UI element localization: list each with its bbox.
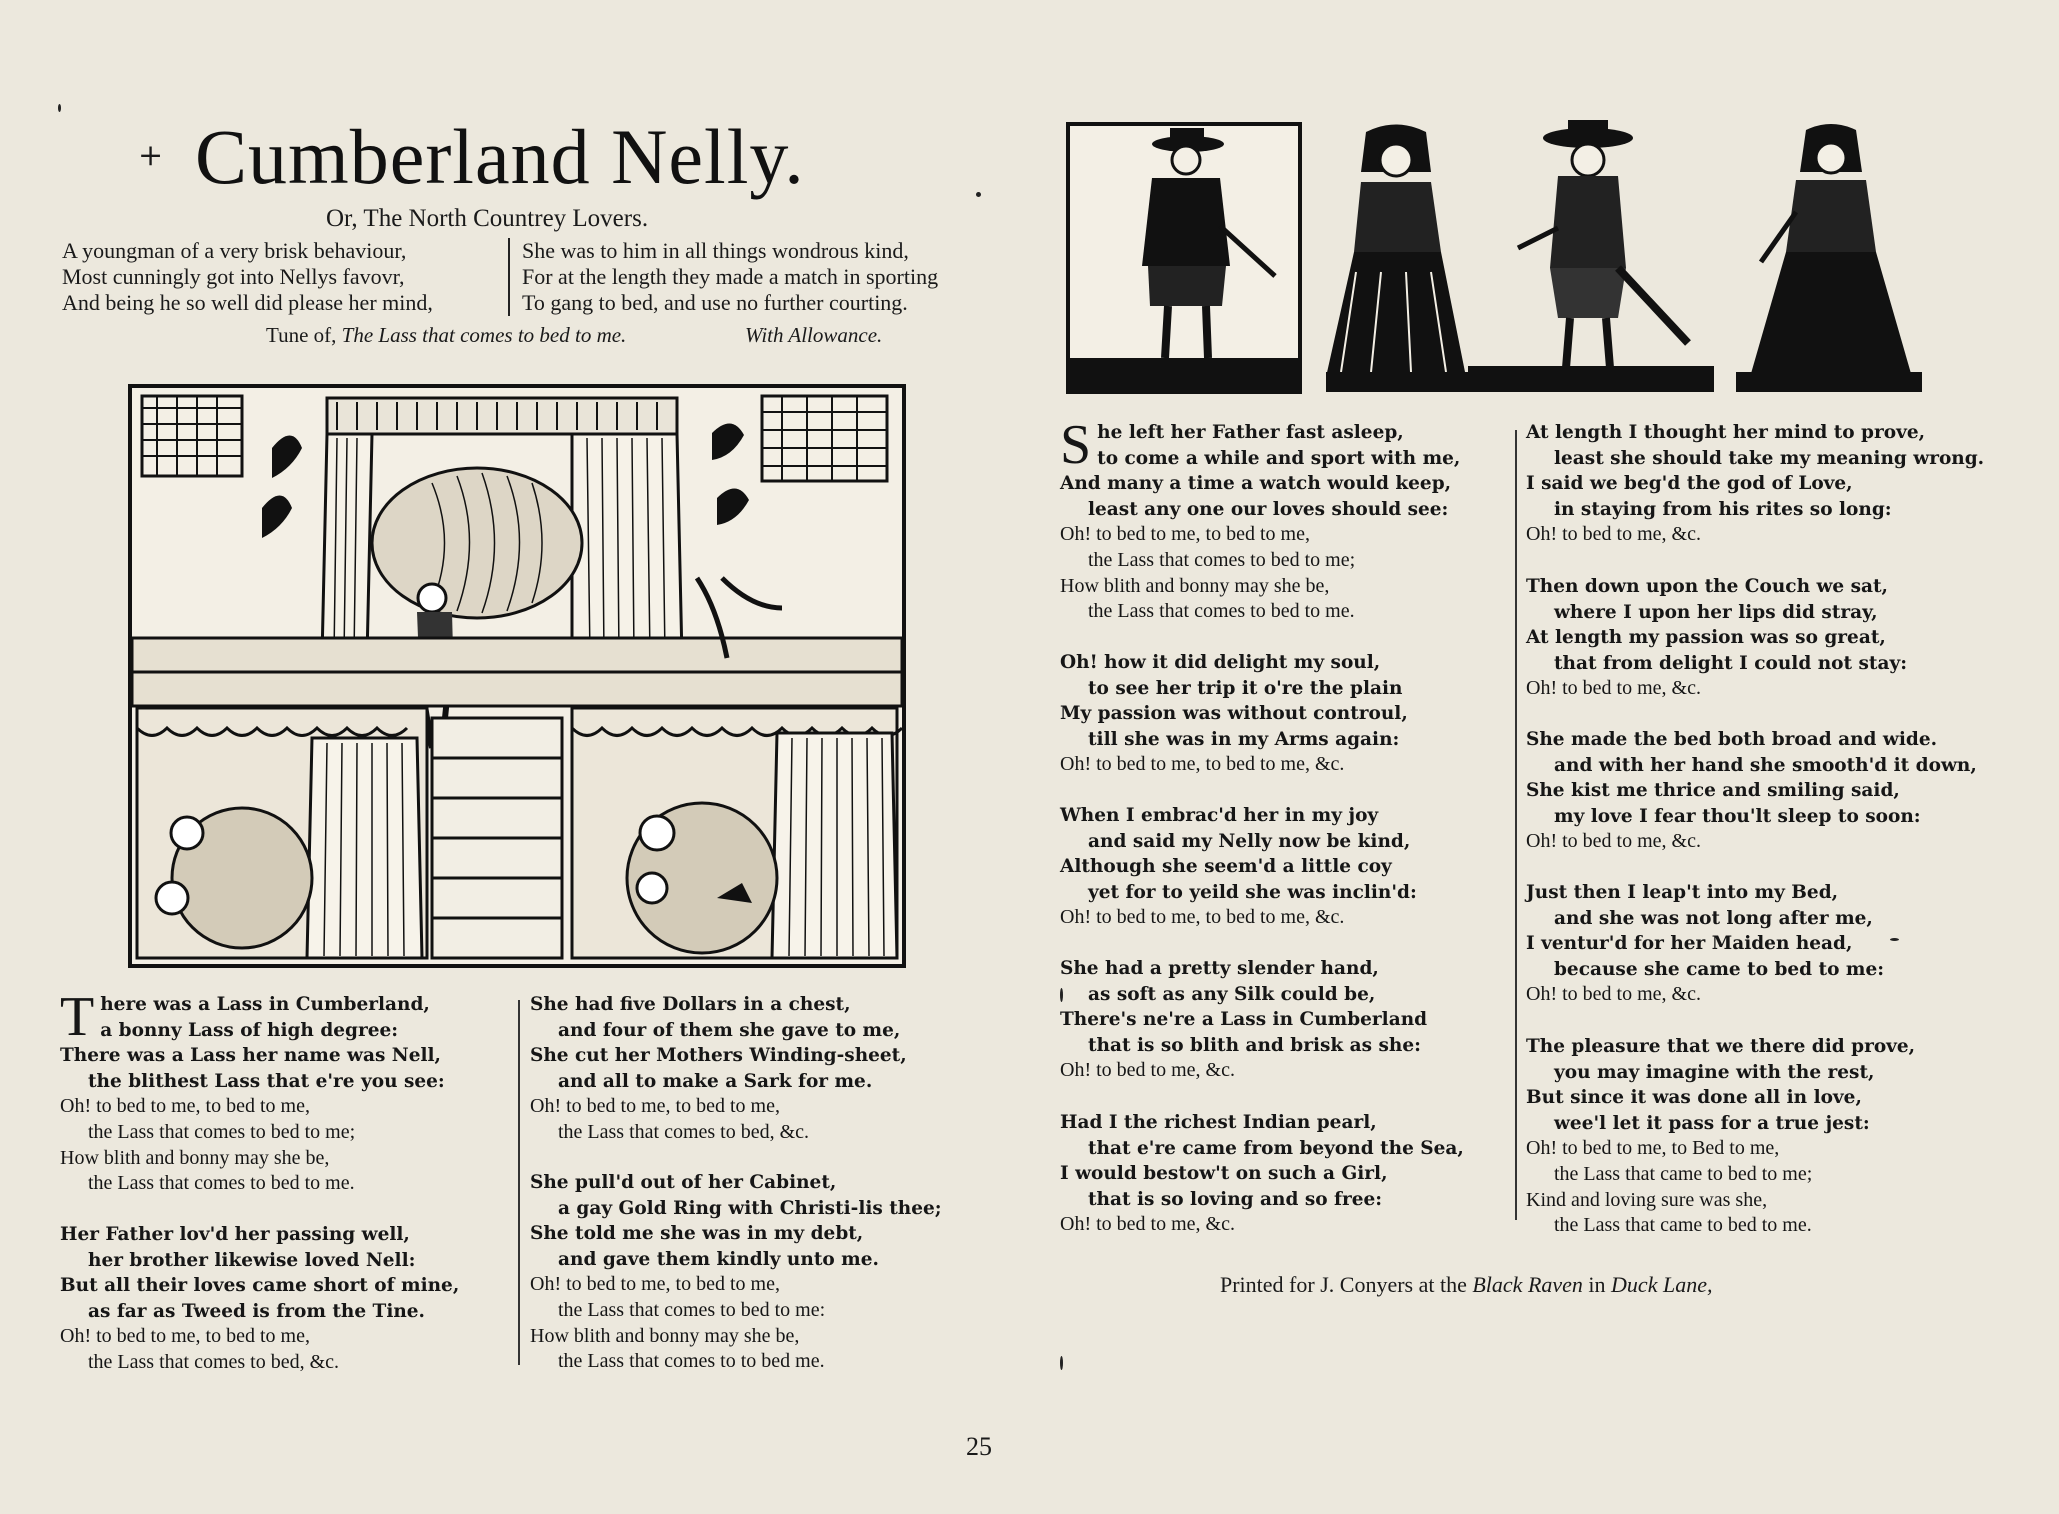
verse-line: to see her trip it o're the plain	[1088, 677, 1403, 699]
refrain-line: Oh! to bed to me, to bed to me,	[60, 1325, 310, 1348]
summary-line: Most cunningly got into Nellys favovr,	[62, 264, 405, 289]
refrain-line: How blith and bonny may she be,	[60, 1146, 330, 1169]
verse-line: My passion was without controul,	[1060, 703, 1408, 725]
verse-line: because she came to bed to me:	[1554, 958, 1885, 980]
verse-line: I would bestow't on such a Girl,	[1060, 1163, 1388, 1185]
verse-line: Then down upon the Couch we sat,	[1526, 576, 1888, 597]
imprint-prefix: Printed for J. Conyers at the	[1220, 1272, 1467, 1297]
verse-line: The pleasure that we there did prove,	[1526, 1036, 1916, 1057]
tune-name: The Lass that comes to bed to me.	[341, 323, 627, 347]
verse-line: Although she seem'd a little coy	[1060, 856, 1392, 878]
verse-line: in staying from his rites so long:	[1554, 498, 1892, 520]
allowance: With Allowance.	[745, 323, 883, 347]
dropcap-s: S	[1060, 414, 1092, 476]
verse-line: her brother likewise loved Nell:	[88, 1249, 416, 1271]
refrain-line: Oh! to bed to me, to bed to me,	[530, 1095, 780, 1118]
col4-stanza3	[1526, 727, 1977, 855]
verse-line: and said my Nelly now be kind,	[1088, 830, 1411, 852]
col4-stanza4	[1526, 880, 1884, 1008]
ink-speck	[1890, 938, 1899, 941]
summary-left	[62, 238, 502, 316]
man-figure-art	[1070, 126, 1298, 390]
verse-line: She kist me thrice and smiling said,	[1526, 780, 1900, 802]
refrain-line: the Lass that comes to bed to me.	[88, 1172, 355, 1195]
verse-line: But since it was done all in love,	[1526, 1087, 1862, 1109]
ink-speck	[1060, 988, 1063, 1002]
verse-line: a gay Gold Ring with Christi-lis thee;	[558, 1197, 942, 1219]
lady-figure-art	[1736, 122, 1922, 392]
refrain-line: Oh! to bed to me, &c.	[1526, 830, 1701, 853]
col3-stanza4	[1060, 956, 1427, 1084]
verse-line: that is so loving and so free:	[1088, 1188, 1383, 1210]
verse-line: and with her hand she smooth'd it down,	[1554, 754, 1977, 776]
verse-line: and she was not long after me,	[1554, 907, 1873, 929]
verse-line: There's ne're a Lass in Cumberland	[1060, 1009, 1428, 1031]
verse-line: as far as Tweed is from the Tine.	[88, 1300, 426, 1322]
refrain-line: the Lass that comes to bed to me:	[558, 1298, 826, 1321]
verse-line: Her Father lov'd her passing well,	[60, 1224, 410, 1245]
summary-line: She was to him in all things wondrous kind,	[522, 238, 909, 263]
ballad-title: Cumberland Nelly.	[195, 113, 805, 200]
refrain-line: the Lass that comes to to bed me.	[558, 1350, 825, 1373]
verse-line: And many a time a watch would keep,	[1060, 473, 1452, 495]
cavalier-figure-art	[1468, 118, 1714, 392]
refrain-line: Oh! to bed to me, to bed to me, &c.	[1060, 753, 1345, 776]
refrain-line: Oh! to bed to me, &c.	[1060, 1059, 1235, 1082]
refrain-line: Kind and loving sure was she,	[1526, 1188, 1768, 1211]
ink-speck	[58, 104, 61, 112]
tune-line	[266, 323, 626, 348]
verse-line: wee'l let it pass for a true jest:	[1554, 1112, 1870, 1134]
lady-woodcut	[1736, 122, 1922, 392]
verse-line: There was a Lass her name was Nell,	[60, 1045, 441, 1067]
imprint-mid: in	[1588, 1272, 1606, 1297]
imprint	[1220, 1272, 1712, 1298]
verse-line: the blithest Lass that e're you see:	[88, 1070, 445, 1092]
verse-line: and four of them she gave to me,	[558, 1019, 901, 1041]
refrain-line: the Lass that comes to bed to me.	[1088, 600, 1355, 623]
col3-stanza2	[1060, 650, 1408, 778]
verse-line: Had I the richest Indian pearl,	[1060, 1112, 1377, 1133]
column-rule	[518, 1000, 520, 1365]
verse-line: At length I thought her mind to prove,	[1526, 422, 1926, 443]
ink-speck	[1060, 1356, 1063, 1370]
col4-stanza2	[1526, 574, 1907, 702]
verse-line: She told me she was in my debt,	[530, 1223, 864, 1245]
col3-stanza1	[1060, 414, 1461, 625]
tune-prefix: Tune of,	[266, 323, 337, 347]
woman-figure-art	[1326, 122, 1468, 392]
refrain-line: How blith and bonny may she be,	[530, 1324, 800, 1347]
col2-stanza2	[530, 1170, 942, 1375]
man-woodcut	[1066, 122, 1302, 394]
col3-stanza5	[1060, 1110, 1464, 1238]
refrain-line: the Lass that comes to bed to me;	[88, 1120, 356, 1143]
verse-line: At length my passion was so great,	[1526, 627, 1886, 649]
col3-stanza3	[1060, 803, 1417, 931]
refrain-line: Oh! to bed to me, &c.	[1526, 677, 1701, 700]
refrain-line: Oh! to bed to me, to bed to me,	[1060, 523, 1310, 546]
verse-line: She had a pretty slender hand,	[1060, 958, 1379, 979]
verse-line: She pull'd out of her Cabinet,	[530, 1172, 837, 1193]
refrain-line: the Lass that came to bed to me;	[1554, 1162, 1813, 1185]
verse-line: Just then I leap't into my Bed,	[1526, 882, 1839, 903]
summary-line: To gang to bed, and use no further courting.	[522, 290, 908, 315]
summary-line: And being he so well did please her mind,	[62, 290, 433, 315]
refrain-line: Oh! to bed to me, to bed to me, &c.	[1060, 906, 1345, 929]
imprint-sign: Black Raven	[1472, 1272, 1583, 1297]
col4-stanza5	[1526, 1034, 1915, 1239]
page-number: 25	[966, 1432, 992, 1461]
bedroom-woodcut	[128, 384, 906, 968]
ink-speck	[976, 192, 981, 197]
verse-line: till she was in my Arms again:	[1088, 728, 1400, 750]
verse-line: I said we beg'd the god of Love,	[1526, 473, 1853, 495]
bedroom-woodcut-art	[132, 388, 902, 964]
verse-line: my love I fear thou'lt sleep to soon:	[1554, 805, 1921, 827]
summary-line: A youngman of a very brisk behaviour,	[62, 238, 407, 263]
verse-line: least she should take my meaning wrong.	[1554, 447, 1985, 469]
refrain-line: the Lass that comes to bed to me;	[1088, 548, 1356, 571]
refrain-line: Oh! to bed to me, &c.	[1060, 1213, 1235, 1236]
verse-line: he left her Father fast asleep,	[1097, 422, 1404, 443]
verse-line: and all to make a Sark for me.	[558, 1070, 873, 1092]
verse-line: She had five Dollars in a chest,	[530, 994, 851, 1015]
verse-line: you may imagine with the rest,	[1554, 1061, 1875, 1083]
verse-line: where I upon her lips did stray,	[1554, 601, 1878, 623]
refrain-line: Oh! to bed to me, to bed to me,	[530, 1273, 780, 1296]
col1-stanza2	[60, 1222, 459, 1376]
verse-line: that is so blith and brisk as she:	[1088, 1034, 1421, 1056]
refrain-line: Oh! to bed to me, to bed to me,	[60, 1095, 310, 1118]
verse-line: I ventur'd for her Maiden head,	[1526, 933, 1853, 955]
refrain-line: Oh! to bed to me, &c.	[1526, 523, 1701, 546]
verse-line: yet for to yeild she was inclin'd:	[1088, 881, 1417, 903]
verse-line: least any one our loves should see:	[1088, 498, 1449, 520]
refrain-line: the Lass that came to bed to me.	[1554, 1214, 1812, 1237]
refrain-line: How blith and bonny may she be,	[1060, 574, 1330, 597]
summary-right	[508, 238, 992, 316]
ballad-subtitle: Or, The North Countrey Lovers.	[326, 205, 649, 232]
verse-line: and gave them kindly unto me.	[558, 1248, 879, 1270]
column-rule	[1515, 430, 1517, 1220]
verse-line: that from delight I could not stay:	[1554, 652, 1908, 674]
verse-line: But all their loves came short of mine,	[60, 1275, 460, 1297]
woman-woodcut	[1326, 122, 1468, 392]
verse-line: a bonny Lass of high degree:	[100, 1019, 399, 1041]
title-mark: +	[138, 138, 164, 173]
refrain-line: the Lass that comes to bed, &c.	[88, 1350, 340, 1373]
verse-line: When I embrac'd her in my joy	[1060, 805, 1379, 826]
col2-stanza1	[530, 992, 907, 1146]
verse-line: She cut her Mothers Winding-sheet,	[530, 1045, 907, 1067]
verse-line: that e're came from beyond the Sea,	[1088, 1137, 1464, 1159]
imprint-street: Duck Lane,	[1611, 1272, 1713, 1297]
verse-line: as soft as any Silk could be,	[1088, 983, 1376, 1005]
verse-line: She made the bed both broad and wide.	[1526, 729, 1938, 750]
refrain-line: Oh! to bed to me, to Bed to me,	[1526, 1137, 1780, 1160]
cavalier-woodcut	[1468, 118, 1714, 392]
col4-stanza1	[1526, 420, 1984, 548]
summary-line: For at the length they made a match in sporting	[522, 264, 939, 289]
col1-stanza1	[60, 986, 445, 1197]
refrain-line: Oh! to bed to me, &c.	[1526, 983, 1701, 1006]
verse-line: to come a while and sport with me,	[1097, 447, 1461, 469]
refrain-line: the Lass that comes to bed, &c.	[558, 1120, 810, 1143]
verse-line: here was a Lass in Cumberland,	[100, 994, 430, 1015]
dropcap-t: T	[60, 986, 95, 1048]
verse-line: Oh! how it did delight my soul,	[1060, 652, 1381, 673]
